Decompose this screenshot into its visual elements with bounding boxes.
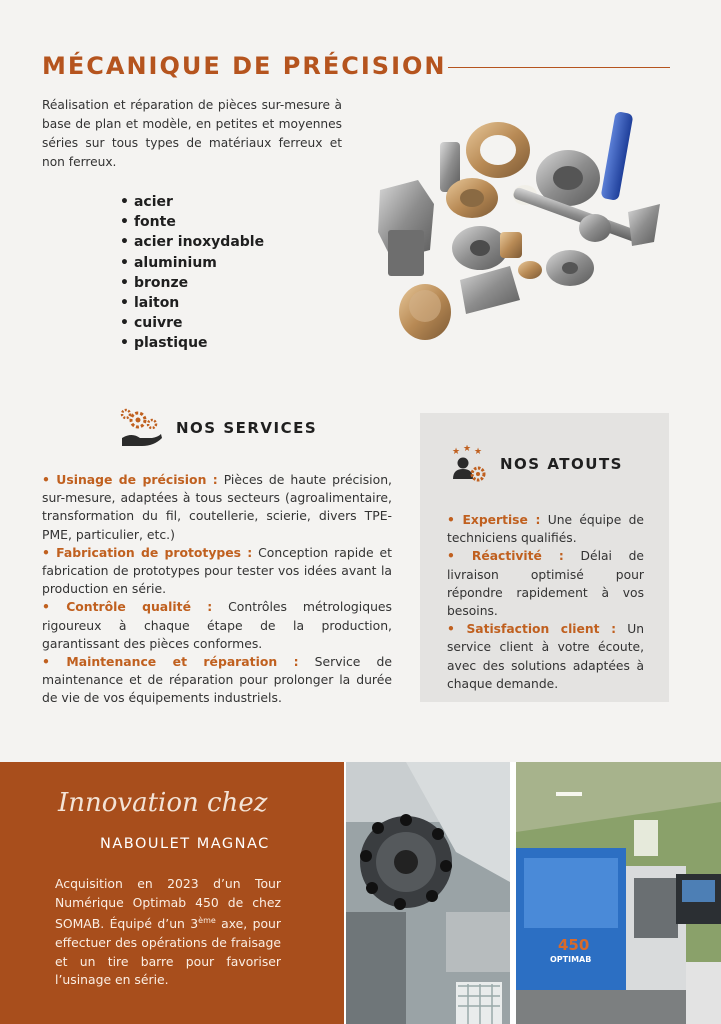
atout-label: Réactivité : <box>471 549 564 564</box>
atouts-header <box>450 445 623 483</box>
atouts-title: NOS ATOUTS <box>500 455 623 473</box>
gears-hand-icon <box>118 408 164 448</box>
list-item: • acier inoxydable <box>120 232 264 252</box>
list-item: • plastique <box>120 333 264 353</box>
list-item: • bronze <box>120 273 264 293</box>
atout-text: Un service client à votre écoute, avec des solutions adaptées à chaque demande. <box>447 622 644 691</box>
list-item: • Expertise : Une équipe de techniciens qualifiés. <box>447 513 644 546</box>
atout-label: Expertise : <box>462 513 541 527</box>
service-text: Conception rapide et fabrication de prototypes pour tester vos idées avant la production en série. <box>42 544 392 597</box>
innovation-text: Acquisition en 2023 d’un Tour Numérique Optimab 450 de chez SOMAB. Équipé d’un 3ème axe, pour effectuer des opérations de fraisage et un tire barre pour favoriser l’usinage en série. <box>55 876 281 988</box>
atout-label: Satisfaction client : <box>466 622 616 637</box>
services-list <box>42 471 392 708</box>
list-item: • Satisfaction client : Un service client à votre écoute, avec des solutions adaptées à chaque demande. <box>447 622 644 691</box>
service-text: Service de maintenance et de réparation pour prolonger la durée de vie de vos équipements industriels. <box>42 654 392 706</box>
atout-text: Délai de livraison optimisé pour répondre rapidement à vos besoins. <box>447 549 644 619</box>
innovation-script-title: Innovation chez <box>58 788 268 818</box>
service-label: Contrôle qualité : <box>66 599 213 615</box>
lathe-turret-photo <box>346 762 510 1024</box>
list-item: • fonte <box>120 212 264 232</box>
svg-text:★: ★ <box>463 445 472 454</box>
atout-text: Une équipe de techniciens qualifiés. <box>447 513 644 546</box>
list-item: • Usinage de précision : Pièces de haute précision, sur-mesure, adaptées à tous secteurs (agroalimentaire, transformation du fil, coutellerie, scierie, divers TPE-PME, particulier, etc.) <box>42 472 392 542</box>
list-item: • Réactivité : Délai de livraison optimisé pour répondre rapidement à vos besoins. <box>447 549 644 619</box>
service-label: Usinage de précision : <box>56 472 218 487</box>
service-text: Pièces de haute précision, sur-mesure, adaptées à tous secteurs (agroalimentaire, transformation du fil, coutellerie, scierie, divers TPE-PME, particulier, etc.) <box>42 472 392 542</box>
list-item: • acier <box>120 192 264 212</box>
list-item: • Maintenance et réparation : Service de maintenance et de réparation pour prolonger la durée de vie de vos équipements industriels. <box>42 654 392 706</box>
list-item: • aluminium <box>120 253 264 273</box>
innovation-panel <box>0 762 344 1024</box>
atouts-list <box>447 511 644 693</box>
service-label: Fabrication de prototypes : <box>56 544 253 560</box>
intro-text: Réalisation et réparation de pièces sur-mesure à base de plan et modèle, en petites et moyennes séries sur tous types de matériaux ferreux et non ferreux. <box>42 98 342 169</box>
list-item: • Contrôle qualité : Contrôles métrologiques rigoureux à chaque étape de la production, garantissant des pièces conformes. <box>42 599 392 651</box>
materials-list <box>120 192 264 354</box>
svg-text:★: ★ <box>452 447 461 457</box>
list-item: • laiton <box>120 293 264 313</box>
svg-text:★: ★ <box>474 447 483 457</box>
services-title: NOS SERVICES <box>176 419 318 437</box>
expert-badge-icon <box>450 445 486 483</box>
services-header <box>118 408 317 448</box>
page-title: MÉCANIQUE DE PRÉCISION <box>42 52 447 80</box>
atouts-panel <box>420 413 669 702</box>
cnc-machine-photo <box>516 762 721 1024</box>
service-text: Contrôles métrologiques rigoureux à chaque étape de la production, garantissant des pièces conformes. <box>42 599 392 651</box>
list-item: • cuivre <box>120 313 264 333</box>
machine-model-label: 450 <box>558 936 590 954</box>
service-label: Maintenance et réparation : <box>66 654 299 670</box>
list-item: • Fabrication de prototypes : Conception rapide et fabrication de prototypes pour tester vos idées avant la production en série. <box>42 544 392 597</box>
machine-brand-label: OPTIMAB <box>550 955 592 964</box>
title-divider <box>448 67 670 68</box>
machined-parts-image <box>370 100 670 360</box>
company-name: NABOULET MAGNAC <box>100 836 270 852</box>
innovation-section <box>0 762 721 1024</box>
